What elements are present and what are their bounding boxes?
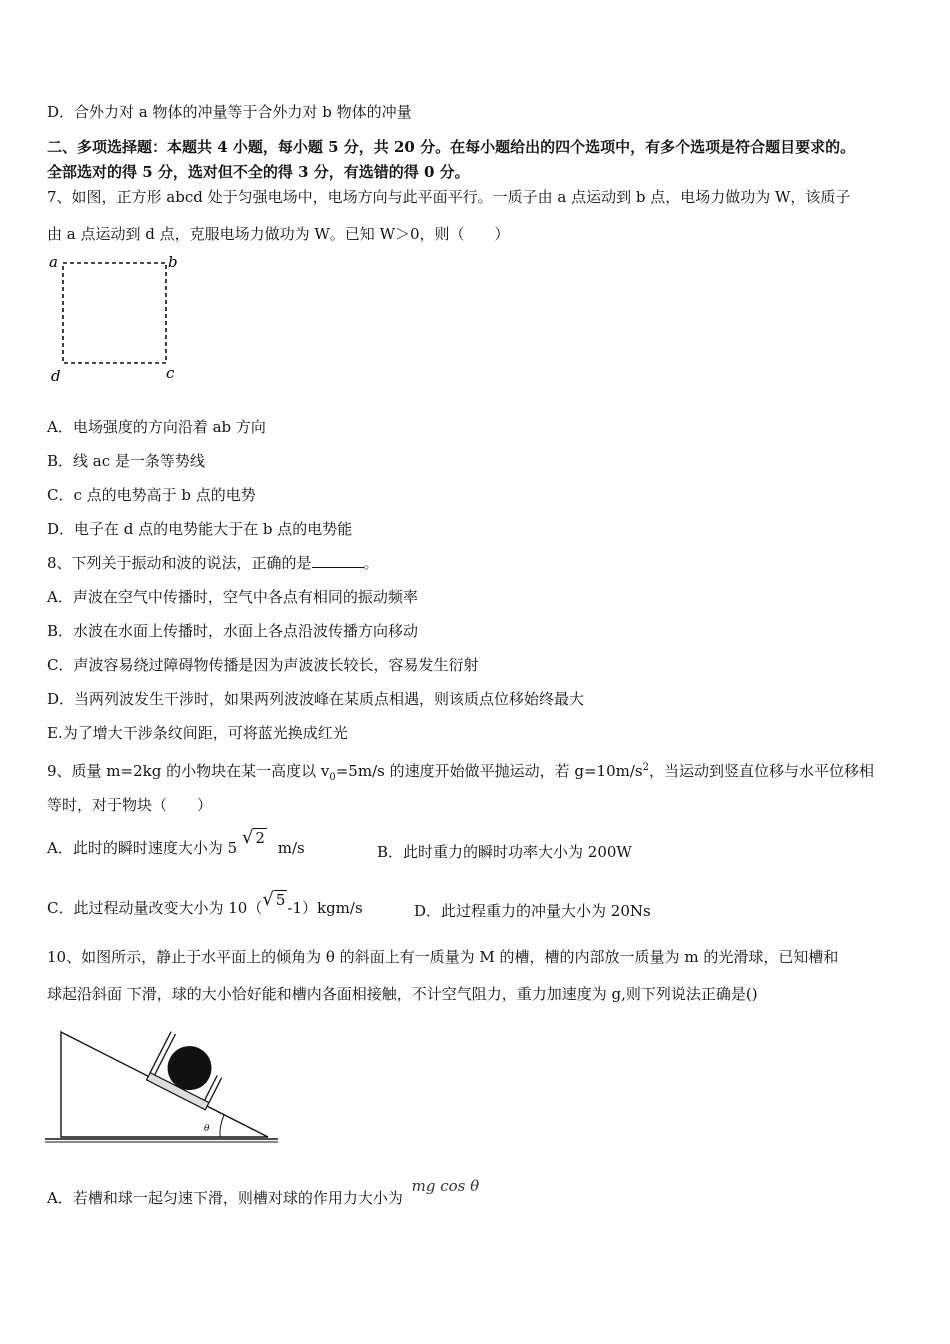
q8-option-a: A．声波在空气中传播时，空气中各点有相同的振动频率 — [47, 588, 418, 606]
q9c-text: C．此过程动量改变大小为 10（ — [47, 899, 263, 917]
sqrt-2: √ 2 — [241, 827, 265, 848]
q9-option-a — [47, 827, 305, 858]
q7-option-c: C．c 点的电势高于 b 点的电势 — [47, 486, 256, 504]
q9-option-d: D．此过程重力的冲量大小为 20Ns — [414, 902, 651, 920]
q8-option-c: C．声波容易绕过障碍物传播是因为声波波长较长，容易发生衍射 — [47, 656, 479, 674]
q9-text-1: 9、质量 m=2kg 的小物块在某一高度以 v — [47, 762, 330, 780]
angle-arc — [220, 1115, 224, 1137]
q7-option-b: B．线 ac 是一条等势线 — [47, 452, 205, 470]
q9-subscript: 0 — [329, 772, 336, 783]
label-c: c — [166, 364, 175, 382]
q9-stem-line2: 等时，对于物块（ ） — [47, 796, 213, 814]
q10a-text: A．若槽和球一起匀速下滑，则槽对球的作用力大小为 — [47, 1189, 403, 1207]
q7-stem-line1: 7、如图，正方形 abcd 处于匀强电场中，电场方向与此平面平行。一质子由 a 点运动到 b 点，电场力做功为 W，该质子 — [47, 188, 851, 206]
q10-stem-line2: 球起沿斜面 下滑，球的大小恰好能和槽内各面相接触，不计空气阻力，重力加速度为 g,则下列说法正确是() — [47, 985, 758, 1003]
q7-stem-line2: 由 a 点运动到 d 点，克服电场力做功为 W。已知 W＞0，则（ ） — [47, 225, 510, 243]
section2-header-line1: 二、多项选择题：本题共 4 小题，每小题 5 分，共 20 分。在每小题给出的四个选项中，有多个选项是符合题目要求的。 — [47, 138, 856, 156]
q9-superscript: 2 — [642, 762, 649, 773]
answer-blank — [312, 553, 364, 568]
q7-option-d: D．电子在 d 点的电势能大于在 b 点的电势能 — [47, 520, 353, 538]
q7-option-a: A．电场强度的方向沿着 ab 方向 — [47, 418, 266, 436]
q8-option-e: E.为了增大干涉条纹间距，可将蓝光换成红光 — [47, 724, 348, 742]
q9a-unit: m/s — [277, 839, 305, 857]
q8-stem-text: 8、下列关于振动和波的说法，正确的是 — [47, 554, 312, 572]
label-b: b — [168, 253, 178, 271]
q9-text-2: =5m/s 的速度开始做平抛运动，若 g=10m/s — [335, 762, 643, 780]
q10a-formula: mg cos θ — [411, 1177, 480, 1195]
q9-option-b: B．此时重力的瞬时功率大小为 200W — [377, 843, 632, 861]
label-a: a — [49, 253, 58, 271]
q8-stem — [47, 553, 379, 573]
q9c-tail: -1）kgm/s — [287, 899, 363, 917]
q9-stem-line1 — [47, 758, 874, 788]
q10-incline-figure — [40, 1015, 285, 1145]
label-d: d — [51, 367, 61, 385]
q10-stem-line1: 10、如图所示，静止于水平面上的倾角为 θ 的斜面上有一质量为 M 的槽，槽的内部放一质量为 m 的光滑球，已知槽和 — [47, 948, 839, 966]
q8-stem-end: 。 — [363, 554, 379, 572]
section2-header-line2: 全部选对的得 5 分，选对但不全的得 3 分，有选错的得 0 分。 — [47, 163, 470, 181]
dashed-square — [63, 263, 166, 363]
q10-option-a — [47, 1177, 480, 1208]
q7-square-figure — [45, 250, 185, 385]
q8-option-b: B．水波在水面上传播时，水面上各点沿波传播方向移动 — [47, 622, 419, 640]
q9-text-3: ，当运动到竖直位移与水平位移相 — [648, 762, 874, 780]
angle-label: θ — [204, 1124, 210, 1134]
q8-option-d: D．当两列波发生干涉时，如果两列波波峰在某质点相遇，则该质点位移始终最大 — [47, 690, 585, 708]
trough-right-wall — [209, 1078, 222, 1103]
q6-option-d: D．合外力对 a 物体的冲量等于合外力对 b 物体的冲量 — [47, 103, 412, 121]
q9-option-c — [47, 889, 363, 918]
sqrt-5: √ 5 — [262, 889, 286, 910]
q9a-text: A．此时的瞬时速度大小为 5 — [47, 839, 238, 857]
